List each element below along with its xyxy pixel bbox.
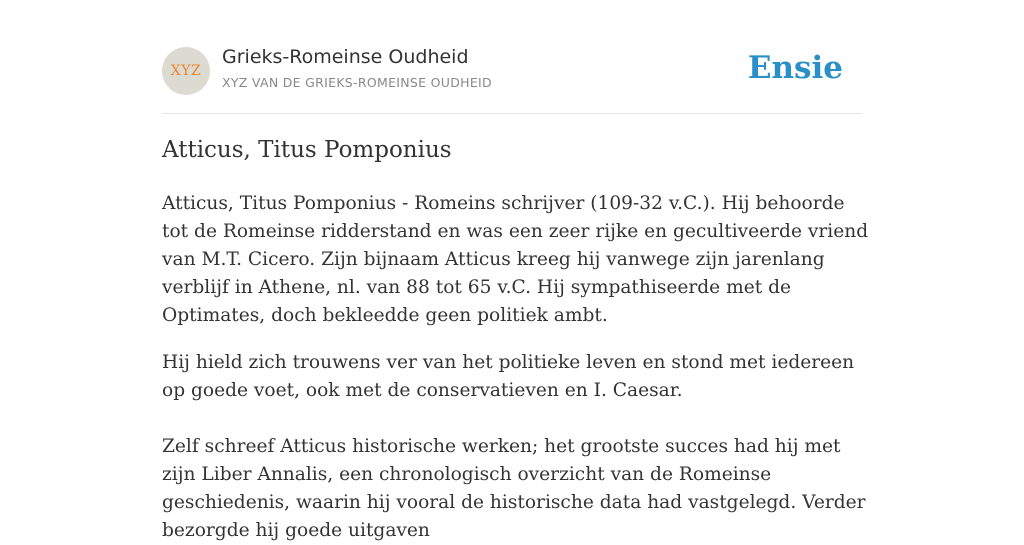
header-divider bbox=[162, 113, 862, 114]
source-avatar[interactable]: XYZ bbox=[162, 47, 210, 95]
article-paragraph-3: Zelf schreef Atticus historische werken; het grootste succes had hij met zijn Liber Annalis, een chronologisch overzicht van de Romeinse geschiedenis, waarin hij vooral de historische data had vastgelegd. Verder bezorgde hij goede uitgaven bbox=[162, 436, 866, 541]
header bbox=[162, 46, 862, 96]
source-subtitle: XYZ VAN DE GRIEKS-ROMEINSE OUDHEID bbox=[222, 75, 492, 90]
article-paragraph-2: Hij hield zich trouwens ver van het politieke leven en stond met iedereen op goede voet, ook met de conservatieven en I. Caesar. bbox=[162, 352, 855, 401]
article-paragraph-1: Atticus, Titus Pomponius - Romeins schrijver (109-32 v.C.). Hij behoorde tot de Romeinse ridderstand en was een zeer rijke en gecultiveerde vriend van M.T. Cicero. Zijn bijnaam Atticus kreeg hij vanwege zijn jarenlang verblijf in Athene, nl. van 88 tot 65 v.C. Hij sympathiseerde met de Optimates, doch bekleedde geen politiek ambt. bbox=[162, 193, 869, 326]
ensie-logo[interactable]: Ensie bbox=[747, 50, 843, 86]
article-title: Atticus, Titus Pomponius bbox=[162, 137, 452, 163]
source-title[interactable]: Grieks-Romeinse Oudheid bbox=[222, 46, 469, 68]
